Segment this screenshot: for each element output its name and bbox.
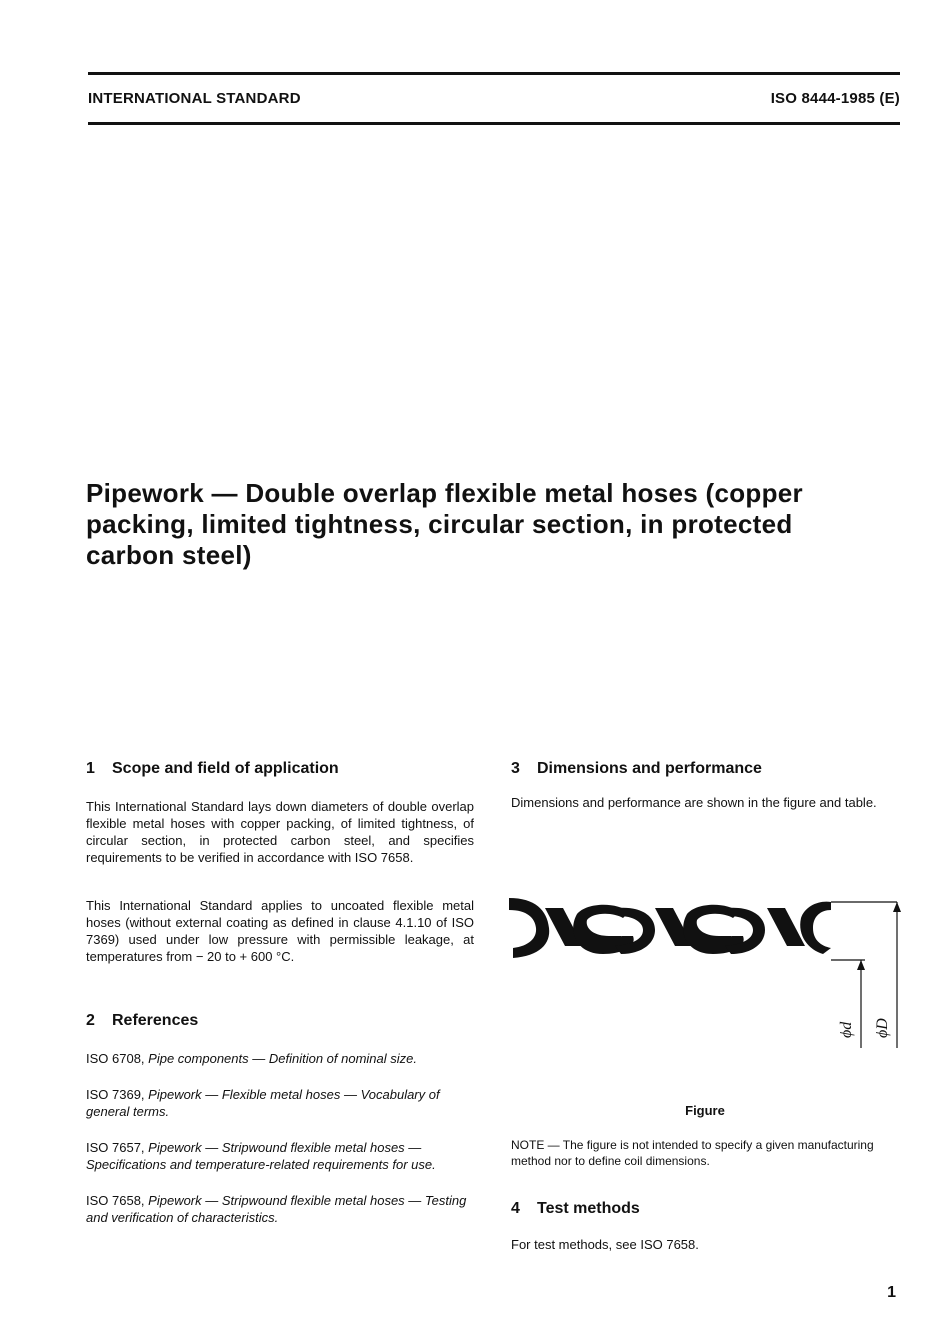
reference-item <box>86 1086 474 1120</box>
figure-caption: Figure <box>685 1103 725 1118</box>
section-2-heading <box>86 1012 474 1030</box>
reference-title: Pipework — Flexible metal hoses — Vocabulary of general terms. <box>86 1087 440 1119</box>
reference-title: Pipework — Stripwound flexible metal hoses — Testing and verification of characteristics. <box>86 1193 467 1225</box>
section-number: 1 <box>86 760 95 777</box>
reference-item <box>86 1192 474 1226</box>
strip-diagonal <box>767 908 805 946</box>
hose-cross-section-drawing <box>505 888 905 1058</box>
strip-end-hook <box>509 898 549 958</box>
section-title: References <box>112 1012 199 1029</box>
section-3-paragraph: Dimensions and performance are shown in the figure and table. <box>511 795 877 810</box>
section-title: Dimensions and performance <box>537 760 762 777</box>
reference-title: Pipework — Stripwound flexible metal hoses — Specifications and temperature-related requirements for use. <box>86 1140 436 1172</box>
section-number: 4 <box>511 1200 520 1217</box>
section-title: Scope and field of application <box>112 760 339 777</box>
reference-code: ISO 7369, <box>86 1087 145 1102</box>
inner-diameter-label: ϕd <box>838 1021 855 1038</box>
reference-item <box>86 1139 474 1173</box>
document-title: Pipework — Double overlap flexible metal hoses (copper packing, limited tightness, circular section, in protected carbon steel) <box>86 478 803 570</box>
strip-end-hook <box>800 902 831 954</box>
section-number: 2 <box>86 1012 95 1029</box>
document-number: ISO 8444-1985 (E) <box>770 90 900 107</box>
section-title: Test methods <box>537 1200 640 1217</box>
page-number: 1 <box>887 1284 896 1301</box>
section-1-heading <box>86 760 474 778</box>
outer-diameter-label: ϕD <box>874 1018 891 1038</box>
figure-note: NOTE — The figure is not intended to specify a given manufacturing method nor to define coil dimensions. <box>511 1138 874 1168</box>
hose-profile-figure <box>505 888 905 1058</box>
right-column <box>511 760 899 811</box>
section-1-paragraph-1: This International Standard lays down diameters of double overlap flexible metal hoses with copper packing, of limited tightness, of circular section, in protected carbon steel, and specifies requirements to be verified in accordance with ISO 7658. <box>86 799 474 865</box>
section-number: 3 <box>511 760 520 777</box>
reference-title: Pipe components — Definition of nominal size. <box>148 1051 417 1066</box>
reference-code: ISO 7658, <box>86 1193 145 1208</box>
section-4-paragraph: For test methods, see ISO 7658. <box>511 1237 699 1252</box>
section-4-block <box>511 1200 899 1253</box>
document-type: INTERNATIONAL STANDARD <box>88 90 301 107</box>
left-column <box>86 760 474 1226</box>
header-bottom-rule <box>88 122 900 125</box>
section-1-paragraph-2: This International Standard applies to uncoated flexible metal hoses (without external coating as defined in clause 4.1.10 of ISO 7369) used under low pressure with permissible leakage, at temperatures from − 20 to + 600 °C. <box>86 898 474 964</box>
reference-code: ISO 7657, <box>86 1140 145 1155</box>
section-4-heading <box>511 1200 899 1218</box>
reference-code: ISO 6708, <box>86 1051 145 1066</box>
header-top-rule <box>88 72 900 75</box>
section-3-heading <box>511 760 899 778</box>
reference-item <box>86 1050 474 1067</box>
